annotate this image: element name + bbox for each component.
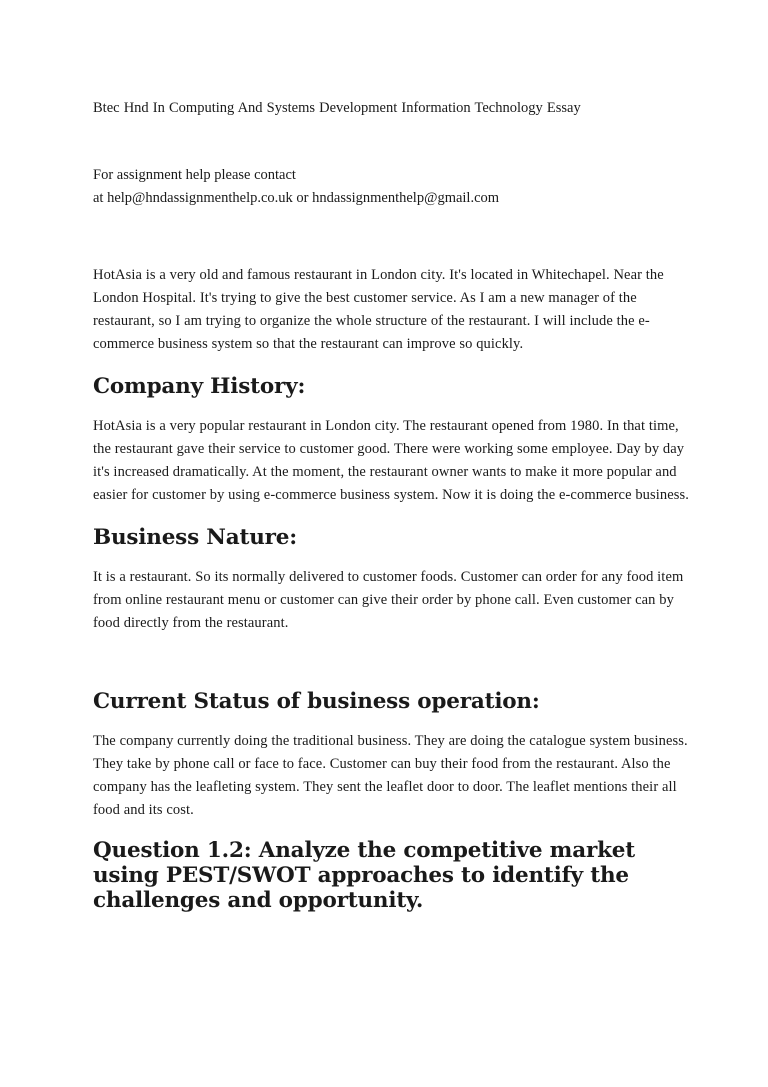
heading-company-history: Company History: bbox=[93, 374, 306, 399]
contact-block bbox=[93, 164, 693, 210]
contact-line-1: For assignment help please contact bbox=[93, 167, 296, 183]
heading-current-status: Current Status of business operation: bbox=[93, 689, 540, 714]
heading-business-nature: Business Nature: bbox=[93, 525, 297, 550]
document-content bbox=[93, 98, 693, 913]
heading-question-1-2: Question 1.2: Analyze the competitive market using PEST/SWOT approaches to identify the challenges and opportunity. bbox=[93, 838, 635, 913]
paragraph-company-history: HotAsia is a very popular restaurant in London city. The restaurant opened from 1980. In that time, the restaurant gave their service to customer good. There were working some employee. Day by day it's increased dramatically. At the moment, the restaurant owner wants to make it more popular and easier for customer by using e-commerce business system. Now it is doing the e-commerce business. bbox=[93, 418, 690, 503]
paragraph-business-nature: It is a restaurant. So its normally delivered to customer foods. Customer can order for any food item from online restaurant menu or customer can give their order by phone call. Even customer can by food directly from the restaurant. bbox=[93, 569, 684, 631]
paragraph-current-status: The company currently doing the traditional business. They are doing the catalogue system business. They take by phone call or face to face. Customer can buy their food from the restaurant. Also the company has the leafleting system. They sent the leaflet door to door. The leaflet mentions their all food and its cost. bbox=[93, 733, 688, 818]
intro-paragraph: HotAsia is a very old and famous restaurant in London city. It's located in Whitechapel. Near the London Hospital. It's trying to give the best customer service. As I am a new manager of the restaurant, so I am trying to organize the whole structure of the restaurant. I will include the e-commerce business system so that the restaurant can improve so quickly. bbox=[93, 267, 664, 352]
document-title: Btec Hnd In Computing And Systems Development Information Technology Essay bbox=[93, 100, 581, 116]
contact-line-2: at help@hndassignmenthelp.co.uk or hndassignmenthelp@gmail.com bbox=[93, 190, 500, 206]
